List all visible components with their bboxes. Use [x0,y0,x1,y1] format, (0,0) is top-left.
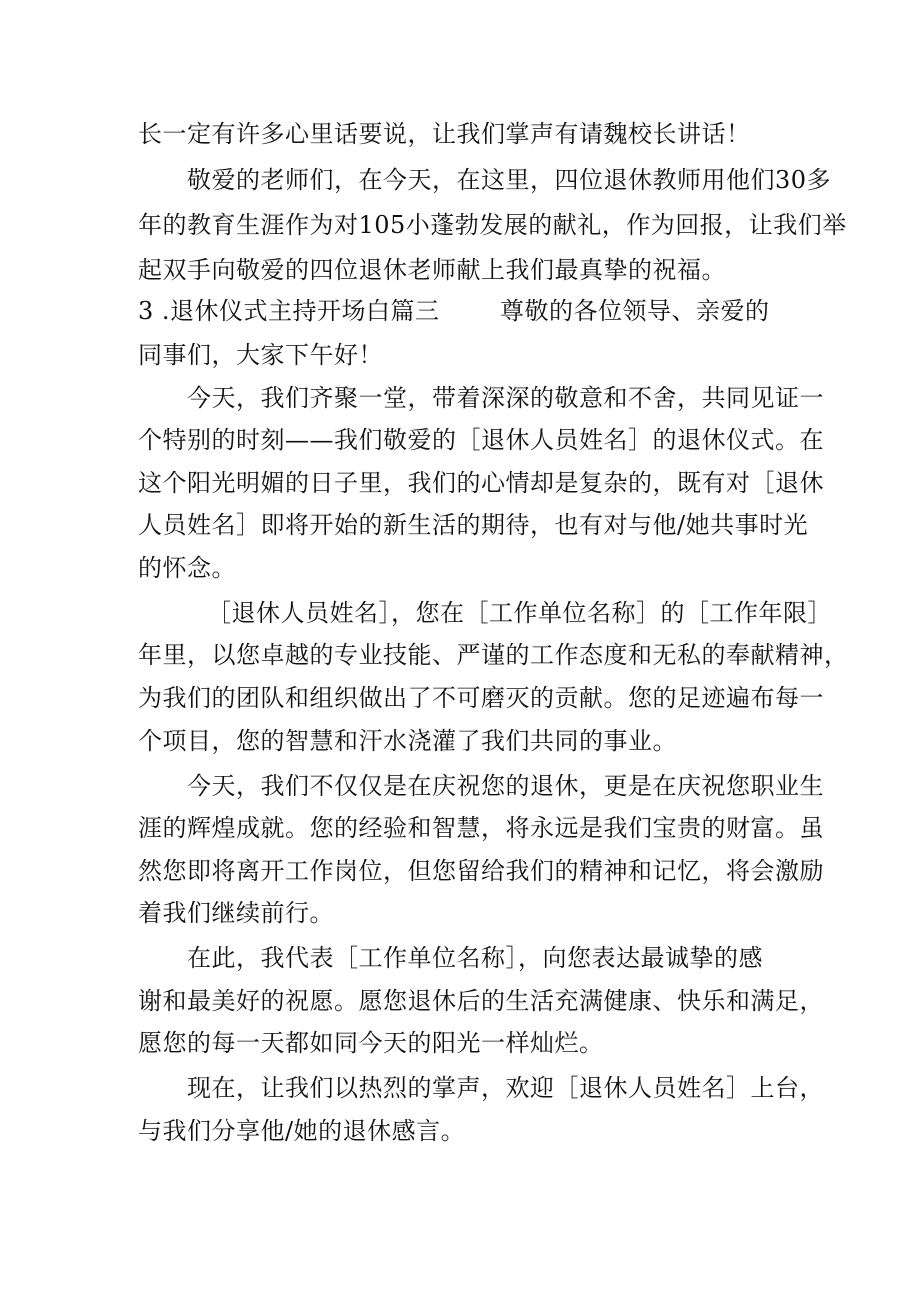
text-line: 为我们的团队和组织做出了不可磨灭的贡献。您的足迹遍布每一 [138,684,824,712]
text-line: 谢和最美好的祝愿。愿您退休后的生活充满健康、快乐和满足， [138,987,824,1015]
text-line: 着我们继续前行。 [138,899,334,927]
text-line: 年的教育生涯作为对105小蓬勃发展的献礼，作为回报，让我们举 [138,211,847,239]
text-line: 然您即将离开工作岗位，但您留给我们的精神和记忆，将会激励 [138,857,824,885]
text-line: 今天，我们不仅仅是在庆祝您的退休，更是在庆祝您职业生 [187,772,824,800]
text-line: 尊敬的各位领导、亲爱的 [500,297,770,325]
text-line: 个特别的时刻——我们敬爱的［退休人员姓名］的退休仪式。在 [138,426,824,454]
text-line: 的怀念。 [138,554,236,582]
text-line: 长一定有许多心里话要说，让我们掌声有请魏校长讲话！ [138,120,751,148]
section-heading: 3 .退休仪式主持开场白篇三 [138,297,440,325]
text-line: 与我们分享他/她的退休感言。 [138,1117,466,1145]
text-line: 今天，我们齐聚一堂，带着深深的敬意和不舍，共同见证一 [187,384,824,412]
text-line: 个项目，您的智慧和汗水浇灌了我们共同的事业。 [138,727,677,755]
text-line: 这个阳光明媚的日子里，我们的心情却是复杂的，既有对［退休 [138,469,824,497]
text-line: 年里，以您卓越的专业技能、严谨的工作态度和无私的奉献精神， [138,641,849,669]
text-line: ［退休人员姓名］，您在［工作单位名称］的［工作年限］ [207,599,832,627]
text-line: 敬爱的老师们，在今天，在这里，四位退休教师用他们30多 [187,166,832,194]
text-line: 起双手向敬爱的四位退休老师献上我们最真挚的祝福。 [138,256,726,284]
text-line: 愿您的每一天都如同今天的阳光一样灿烂。 [138,1029,604,1057]
text-line: 同事们，大家下午好！ [138,341,383,369]
text-line: 人员姓名］即将开始的新生活的期待，也有对与他/她共事时光 [138,511,809,539]
text-line: 在此，我代表［工作单位名称］，向您表达最诚挚的感 [187,944,763,972]
text-line: 涯的辉煌成就。您的经验和智慧，将永远是我们宝贵的财富。虽 [138,814,824,842]
text-line: 现在，让我们以热烈的掌声，欢迎［退休人员姓名］上台， [187,1074,824,1102]
